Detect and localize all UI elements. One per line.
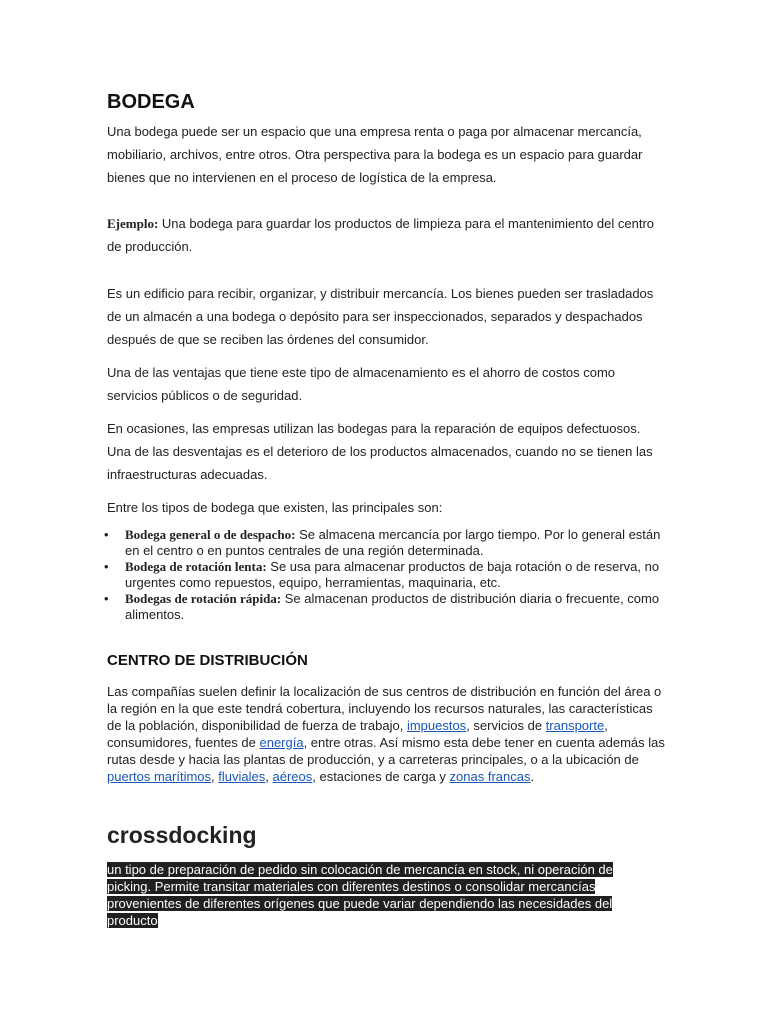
link-zonas-francas[interactable]: zonas francas xyxy=(449,769,531,784)
list-item xyxy=(104,591,667,623)
link-transporte[interactable]: transporte xyxy=(545,718,605,733)
bodega-title: BODEGA xyxy=(107,91,195,113)
centro-title: CENTRO DE DISTRIBUCIÓN xyxy=(107,652,308,669)
link-energia[interactable]: energía xyxy=(259,735,304,750)
bullet-icon: • xyxy=(104,591,109,606)
link-impuestos[interactable]: impuestos xyxy=(406,718,467,733)
centro-text: , consumidores, fuentes de xyxy=(107,718,608,750)
centro-text: Las compañías suelen definir la localización de sus centros de distribución en función del área o la región en la que este tendrá cobertura, incluyendo los recursos naturales, las características de la población, disponibilidad de fuerza de trabajo, xyxy=(107,684,662,733)
bodega-example xyxy=(107,212,667,258)
bullet-icon: • xyxy=(104,559,109,574)
example-text: Una bodega para guardar los productos de limpieza para el mantenimiento del centro de producción. xyxy=(107,216,655,254)
link-aereos[interactable]: aéreos xyxy=(272,769,313,784)
centro-paragraph xyxy=(107,683,667,785)
link-puertos-maritimos[interactable]: puertos marítimos xyxy=(107,769,212,784)
type-lead: Bodegas de rotación rápida: xyxy=(125,591,282,606)
type-text: Se almacena mercancía por largo tiempo. Por lo general están en el centro o en puntos centrales de una región determinada. xyxy=(125,527,661,558)
list-item xyxy=(104,527,667,559)
type-lead: Bodega general o de despacho: xyxy=(125,527,296,542)
bodega-intro: Una bodega puede ser un espacio que una empresa renta o paga por almacenar mercancía, mobiliario, archivos, entre otros. Otra perspectiva para la bodega es un espacio para guardar bienes que no intervienen en el proceso de logística de la empresa. xyxy=(107,124,643,185)
link-fluviales[interactable]: fluviales xyxy=(218,769,266,784)
centro-text: , xyxy=(265,769,273,784)
centro-text: , xyxy=(211,769,219,784)
type-text: Se usa para almacenar productos de baja rotación o de reserva, no urgentes como repuestos, equipo, herramientas, maquinaria, etc. xyxy=(125,559,660,590)
crossdocking-highlight: un tipo de preparación de pedido sin colocación de mercancía en stock, ni operación de picking. Permite transitar materiales con diferentes destinos o consolidar mercancías provenientes de diferentes orígenes que puede variar dependiendo las necesidades del producto xyxy=(107,862,613,928)
centro-text: , estaciones de carga y xyxy=(312,769,450,784)
bodega-p1: Es un edificio para recibir, organizar, y distribuir mercancía. Los bienes pueden ser trasladados de un almacén a una bodega o depósito para ser inspeccionados, separados y despachados después de que se reciben las órdenes del consumidor. xyxy=(107,286,654,347)
crossdocking-title: crossdocking xyxy=(107,822,257,848)
crossdocking-text xyxy=(107,861,627,929)
type-text: Se almacenan productos de distribución diaria o frecuente, como alimentos. xyxy=(125,591,660,622)
list-item xyxy=(104,559,667,591)
centro-text: , servicios de xyxy=(466,718,546,733)
centro-text: , entre otras. Así mismo esta debe tener en cuenta además las rutas desde y hacia las plantas de producción, y a carreteras principales, o a la ubicación de xyxy=(107,735,665,767)
bodega-types-list xyxy=(104,527,667,623)
type-lead: Bodega de rotación lenta: xyxy=(125,559,267,574)
bullet-icon: • xyxy=(104,527,109,542)
example-lead: Ejemplo: xyxy=(107,216,159,231)
bodega-p2: Una de las ventajas que tiene este tipo de almacenamiento es el ahorro de costos como servicios públicos o de seguridad. xyxy=(107,365,616,403)
bodega-p4: Entre los tipos de bodega que existen, las principales son: xyxy=(107,500,443,515)
centro-text: . xyxy=(530,769,535,784)
bodega-p3: En ocasiones, las empresas utilizan las bodegas para la reparación de equipos defectuosos. Una de las desventajas es el deterioro de los productos almacenados, cuando no se tienen las infraestructuras adecuadas. xyxy=(107,421,653,482)
